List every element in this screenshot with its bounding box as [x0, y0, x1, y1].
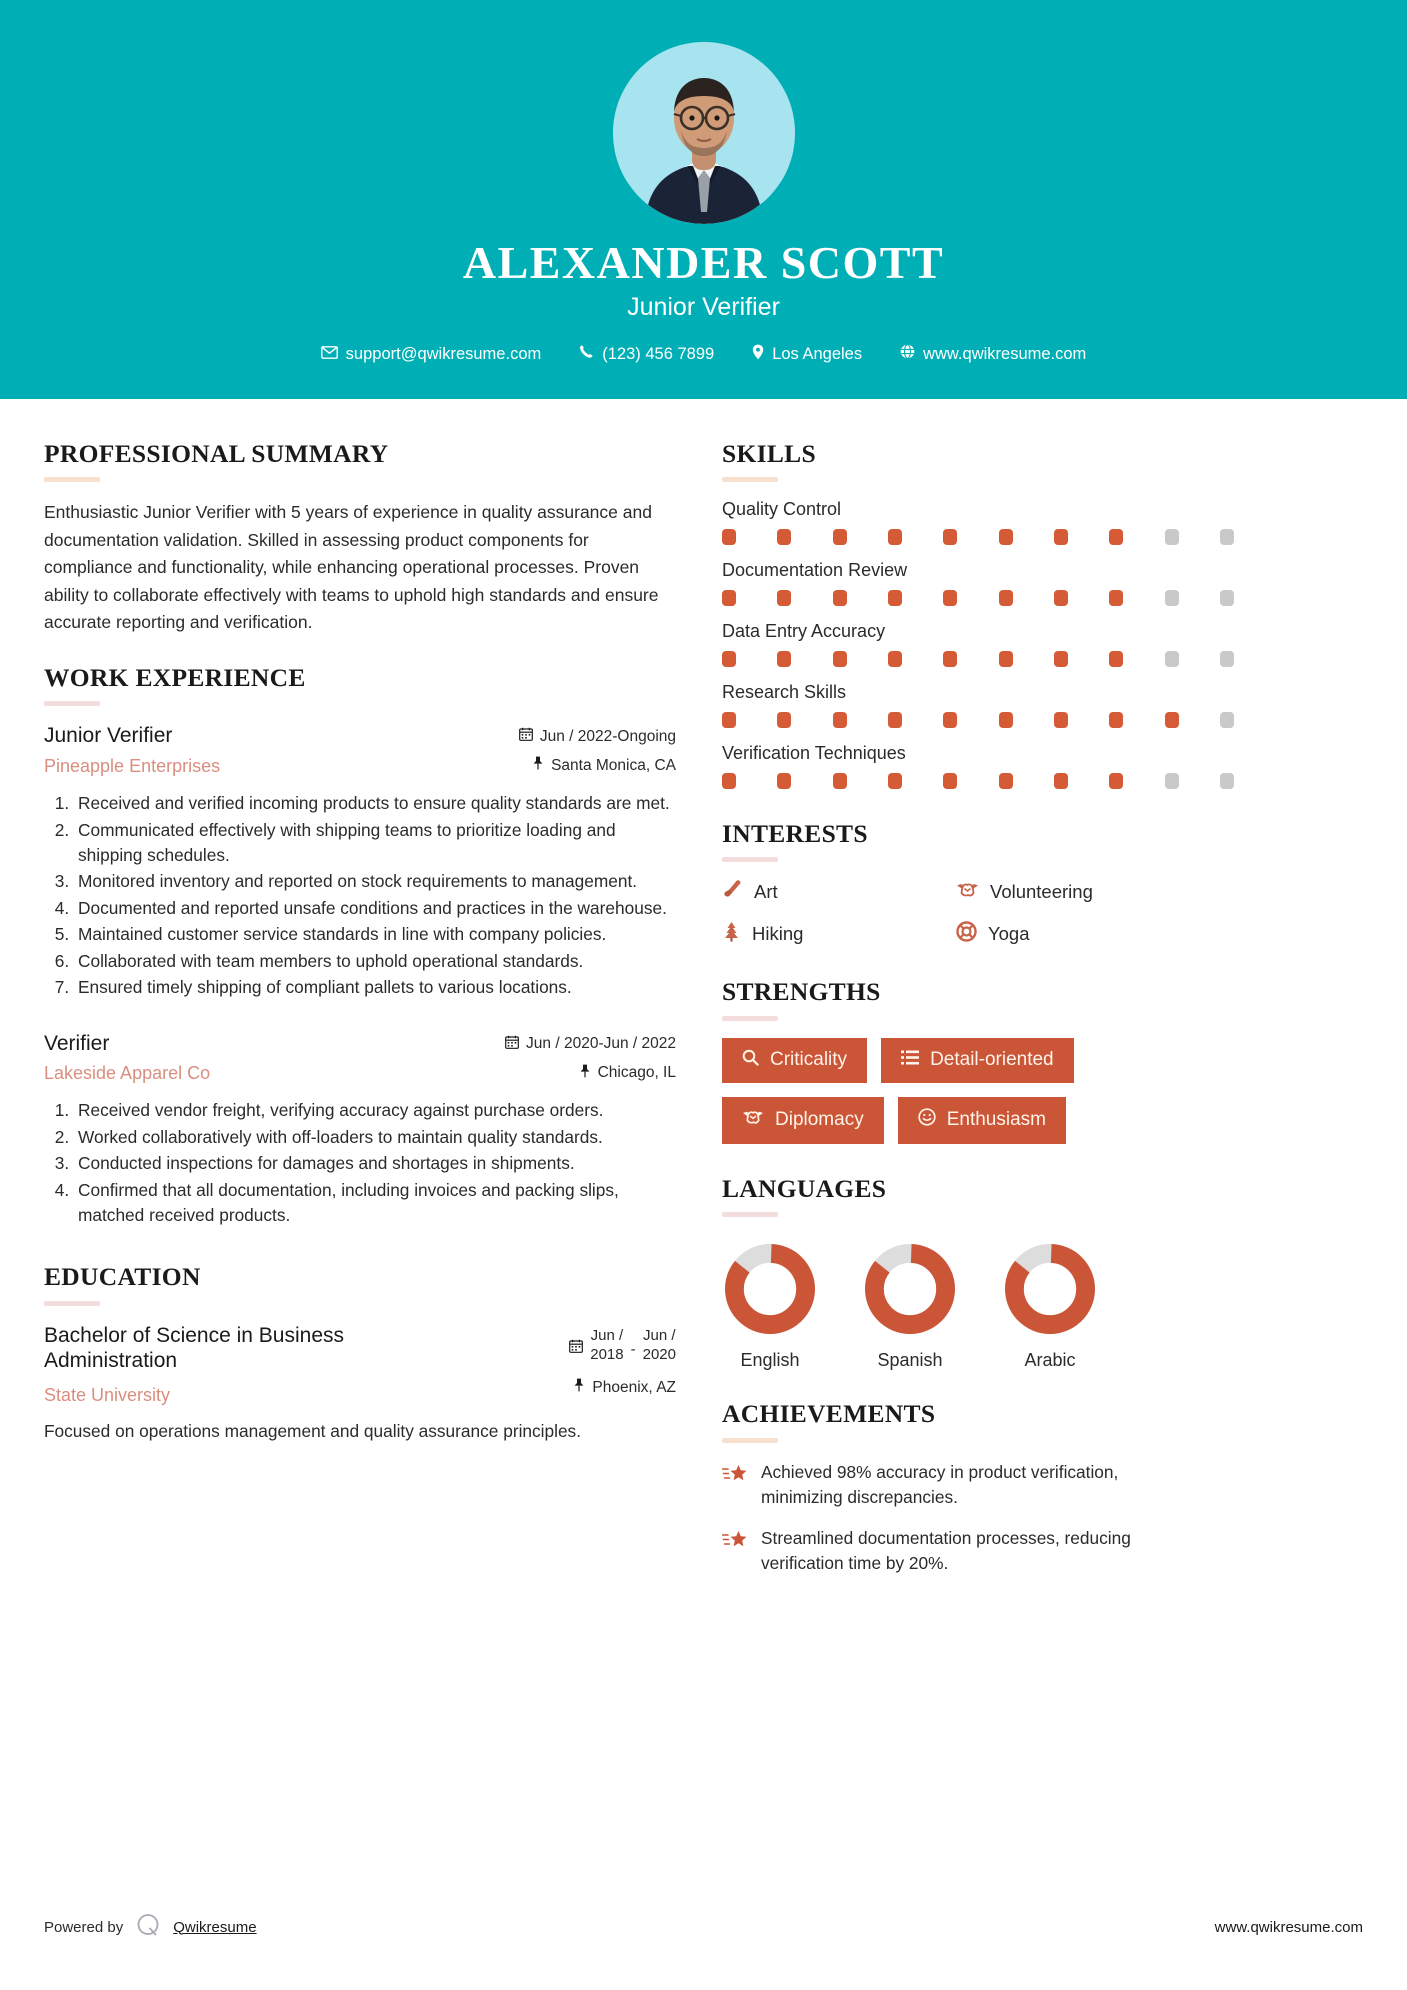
languages-heading: LANGUAGES	[722, 1174, 887, 1204]
magnifier-icon	[742, 1049, 759, 1073]
summary-heading: PROFESSIONAL SUMMARY	[44, 438, 389, 468]
section-work-experience	[44, 663, 676, 1228]
interests-grid	[722, 879, 1362, 947]
rating-dot	[1054, 590, 1068, 606]
list-item: 1. Received and verified incoming products to ensure quality standards are met.	[74, 791, 676, 816]
skill-rating	[722, 712, 1234, 728]
language-item	[1002, 1242, 1098, 1371]
envelope-icon	[321, 345, 338, 364]
section-strengths	[722, 977, 1362, 1144]
work-role: Junior Verifier	[44, 724, 173, 748]
rating-dot	[1220, 529, 1234, 545]
section-skills	[722, 439, 1362, 789]
rating-dot	[999, 590, 1013, 606]
strength-label: Enthusiasm	[946, 1109, 1046, 1131]
education-description: Focused on operations management and quality assurance principles.	[44, 1420, 582, 1441]
work-bullets	[44, 791, 676, 1000]
rating-dot	[1109, 651, 1123, 667]
qwikresume-logo-icon	[135, 1912, 161, 1942]
rating-dot	[833, 651, 847, 667]
page-title: ALEXANDER SCOTT	[462, 237, 945, 288]
rating-dot	[777, 773, 791, 789]
education-location-text: Phoenix, AZ	[592, 1378, 676, 1396]
education-degree: Bachelor of Science in Business Administration	[44, 1323, 344, 1372]
rating-dot	[943, 712, 957, 728]
work-role: Verifier	[44, 1031, 110, 1055]
education-start-month: Jun /	[590, 1326, 624, 1344]
education-end-year: 2020	[642, 1345, 676, 1363]
skill-item	[722, 621, 1362, 667]
resume-header	[0, 0, 1407, 399]
section-achievements	[722, 1399, 1362, 1576]
education-start-date	[590, 1327, 623, 1365]
rating-dot	[777, 712, 791, 728]
rating-dot	[1109, 529, 1123, 545]
list-item: 3. Monitored inventory and reported on stock requirements to management.	[74, 869, 676, 894]
lifebuoy-icon	[956, 921, 977, 947]
skill-item	[722, 682, 1362, 728]
skills-heading: SKILLS	[722, 438, 816, 468]
footer-powered-label: Powered by	[44, 1918, 124, 1936]
work-entry	[44, 1031, 676, 1229]
work-company: Lakeside Apparel Co	[44, 1062, 211, 1083]
footer-brand-link[interactable]: Qwikresume	[173, 1918, 257, 1936]
language-donut-chart	[1003, 1242, 1097, 1336]
handshake-icon	[956, 880, 979, 904]
contact-location-text: Los Angeles	[772, 344, 863, 363]
languages-list	[722, 1234, 1362, 1371]
rating-dot	[1054, 529, 1068, 545]
footer-website[interactable]: www.qwikresume.com	[1214, 1918, 1363, 1936]
left-column	[44, 439, 676, 1471]
achievement-text: Streamlined documentation processes, reducing verification time by 20%.	[761, 1527, 1131, 1573]
strength-label: Detail-oriented	[930, 1049, 1054, 1071]
work-entry	[44, 723, 676, 1000]
education-entry	[44, 1323, 676, 1445]
rating-dot	[722, 529, 736, 545]
rating-dot	[833, 590, 847, 606]
strength-tag-detail-oriented	[881, 1038, 1074, 1084]
work-dates	[505, 1035, 676, 1054]
globe-icon	[900, 344, 915, 364]
rating-dot	[833, 529, 847, 545]
education-location	[569, 1378, 676, 1397]
strength-label: Criticality	[770, 1049, 848, 1071]
shooting-star-icon	[722, 1460, 748, 1490]
list-item: 2. Communicated effectively with shipping teams to prioritize loading and shipping schedules.	[74, 818, 676, 869]
contact-website-text: www.qwikresume.com	[923, 344, 1087, 363]
shooting-star-icon	[722, 1526, 748, 1556]
rating-dot	[722, 651, 736, 667]
language-label: Spanish	[877, 1350, 943, 1371]
achievement-text: Achieved 98% accuracy in product verification, minimizing discrepancies.	[761, 1461, 1119, 1507]
interest-label: Hiking	[752, 923, 804, 945]
rating-dot	[1220, 712, 1234, 728]
language-donut-chart	[723, 1242, 817, 1336]
rating-dot	[1165, 651, 1179, 667]
contact-phone-text: (123) 456 7899	[602, 344, 715, 363]
rating-dot	[1220, 590, 1234, 606]
rating-dot	[943, 651, 957, 667]
education-end-month: Jun /	[643, 1326, 676, 1344]
rating-dot	[999, 651, 1013, 667]
rating-dot	[1054, 773, 1068, 789]
contact-email-text: support@qwikresume.com	[345, 344, 542, 363]
rating-dot	[1054, 651, 1068, 667]
rating-dot	[1220, 773, 1234, 789]
job-title: Junior Verifier	[627, 292, 780, 321]
contact-email[interactable]	[302, 345, 561, 364]
section-rule	[722, 477, 778, 482]
skill-label: Verification Techniques	[722, 742, 906, 763]
section-interests	[722, 819, 1362, 947]
phone-icon	[579, 344, 594, 364]
rating-dot	[1109, 773, 1123, 789]
rating-dot	[1165, 773, 1179, 789]
list-item: 6. Collaborated with team members to uphold operational standards.	[74, 949, 676, 974]
skill-label: Data Entry Accuracy	[722, 620, 886, 641]
work-location	[505, 1064, 676, 1083]
section-professional-summary	[44, 439, 676, 638]
work-heading: WORK EXPERIENCE	[44, 663, 306, 693]
list-item: 4. Documented and reported unsafe conditions and practices in the warehouse.	[74, 896, 676, 921]
summary-text: Enthusiastic Junior Verifier with 5 years of experience in quality assurance and documentation validation. Skilled in assessing product components for compliance and functionality, while enhancing operational processes. Proven ability to collaborate effectively with teams to uphold high standards and ensure accurate reporting and verification.	[44, 501, 659, 633]
tree-icon	[722, 921, 741, 947]
contact-phone[interactable]	[560, 344, 733, 364]
achievements-heading: ACHIEVEMENTS	[722, 1399, 936, 1429]
calendar-icon	[569, 1327, 583, 1357]
skill-item	[722, 499, 1362, 545]
rating-dot	[1165, 529, 1179, 545]
work-location-text: Santa Monica, CA	[551, 756, 676, 774]
paintbrush-icon	[722, 879, 743, 905]
handshake-icon	[742, 1108, 764, 1133]
education-heading: EDUCATION	[44, 1262, 201, 1292]
right-column	[722, 439, 1362, 1602]
list-icon	[901, 1049, 919, 1072]
rating-dot	[888, 773, 902, 789]
rating-dot	[1220, 651, 1234, 667]
achievement-item	[722, 1526, 1362, 1576]
section-languages	[722, 1174, 1362, 1371]
strength-tag-criticality	[722, 1038, 867, 1084]
work-dates-text: Jun / 2022-Ongoing	[539, 727, 676, 745]
skill-rating	[722, 590, 1234, 606]
list-item: 1. Received vendor freight, verifying accuracy against purchase orders.	[74, 1098, 676, 1123]
section-rule	[44, 701, 100, 706]
rating-dot	[1109, 590, 1123, 606]
section-rule	[44, 1301, 100, 1306]
education-end-date	[643, 1327, 676, 1365]
interest-item	[956, 879, 1362, 905]
rating-dot	[999, 712, 1013, 728]
footer-powered-by	[44, 1912, 257, 1942]
language-donut-chart	[863, 1242, 957, 1336]
section-rule	[722, 1438, 778, 1443]
skill-rating	[722, 773, 1234, 789]
pushpin-icon	[532, 756, 544, 775]
skill-rating	[722, 651, 1234, 667]
rating-dot	[777, 590, 791, 606]
work-location-text: Chicago, IL	[597, 1064, 676, 1082]
calendar-icon	[519, 727, 533, 746]
contact-website[interactable]	[881, 344, 1105, 364]
list-item: 4. Confirmed that all documentation, including invoices and packing slips, matched received products.	[74, 1178, 676, 1229]
interest-item	[722, 921, 956, 947]
calendar-icon	[505, 1035, 519, 1054]
rating-dot	[943, 529, 957, 545]
section-rule	[722, 1212, 778, 1217]
rating-dot	[722, 590, 736, 606]
education-start-year: 2018	[590, 1345, 624, 1363]
skill-item	[722, 743, 1362, 789]
skill-rating	[722, 529, 1234, 545]
interest-label: Yoga	[988, 923, 1030, 945]
rating-dot	[943, 773, 957, 789]
rating-dot	[943, 590, 957, 606]
list-item: 7. Ensured timely shipping of compliant pallets to various locations.	[74, 975, 676, 1000]
section-rule	[722, 1016, 778, 1021]
rating-dot	[999, 773, 1013, 789]
work-dates	[519, 727, 676, 746]
pushpin-icon	[579, 1064, 591, 1083]
achievements-list	[722, 1460, 1362, 1576]
interest-item	[956, 921, 1362, 947]
list-item: 3. Conducted inspections for damages and shortages in shipments.	[74, 1151, 676, 1176]
section-education	[44, 1262, 676, 1444]
contact-bar	[0, 344, 1407, 365]
rating-dot	[888, 590, 902, 606]
work-location	[519, 756, 676, 775]
section-rule	[44, 477, 100, 482]
rating-dot	[777, 651, 791, 667]
pushpin-icon	[573, 1378, 585, 1397]
rating-dot	[888, 712, 902, 728]
work-bullets	[44, 1098, 676, 1228]
interests-heading: INTERESTS	[722, 818, 868, 848]
list-item: 5. Maintained customer service standards in line with company policies.	[74, 922, 676, 947]
strength-tag-enthusiasm	[898, 1097, 1066, 1144]
rating-dot	[777, 529, 791, 545]
work-dates-text: Jun / 2020-Jun / 2022	[526, 1035, 676, 1053]
rating-dot	[1054, 712, 1068, 728]
language-label: Arabic	[1024, 1350, 1076, 1371]
contact-location	[733, 344, 881, 365]
education-school: State University	[44, 1385, 171, 1406]
rating-dot	[888, 651, 902, 667]
rating-dot	[833, 773, 847, 789]
skill-label: Quality Control	[722, 498, 842, 519]
avatar	[613, 42, 795, 224]
achievement-item	[722, 1460, 1362, 1510]
language-item	[722, 1242, 818, 1371]
language-item	[862, 1242, 958, 1371]
resume-body	[0, 399, 1407, 1602]
skill-label: Research Skills	[722, 681, 847, 702]
language-label: English	[740, 1350, 800, 1371]
section-rule	[722, 857, 778, 862]
rating-dot	[888, 529, 902, 545]
smiley-icon	[918, 1108, 936, 1133]
rating-dot	[722, 712, 736, 728]
strength-label: Diplomacy	[775, 1109, 864, 1131]
avatar-photo	[613, 42, 795, 224]
education-dates	[569, 1327, 676, 1365]
list-item: 2. Worked collaboratively with off-loaders to maintain quality standards.	[74, 1125, 676, 1150]
rating-dot	[722, 773, 736, 789]
strength-tag-diplomacy	[722, 1097, 884, 1144]
interest-item	[722, 879, 956, 905]
interest-label: Volunteering	[990, 881, 1093, 903]
map-pin-icon	[752, 344, 764, 365]
interest-label: Art	[754, 881, 778, 903]
date-separator: -	[630, 1340, 636, 1358]
skill-label: Documentation Review	[722, 559, 908, 580]
strengths-list	[722, 1038, 1362, 1145]
rating-dot	[999, 529, 1013, 545]
page-footer	[0, 1912, 1407, 1942]
rating-dot	[1109, 712, 1123, 728]
skill-item	[722, 560, 1362, 606]
work-company: Pineapple Enterprises	[44, 755, 221, 776]
rating-dot	[1165, 712, 1179, 728]
rating-dot	[833, 712, 847, 728]
rating-dot	[1165, 590, 1179, 606]
strengths-heading: STRENGTHS	[722, 977, 881, 1007]
